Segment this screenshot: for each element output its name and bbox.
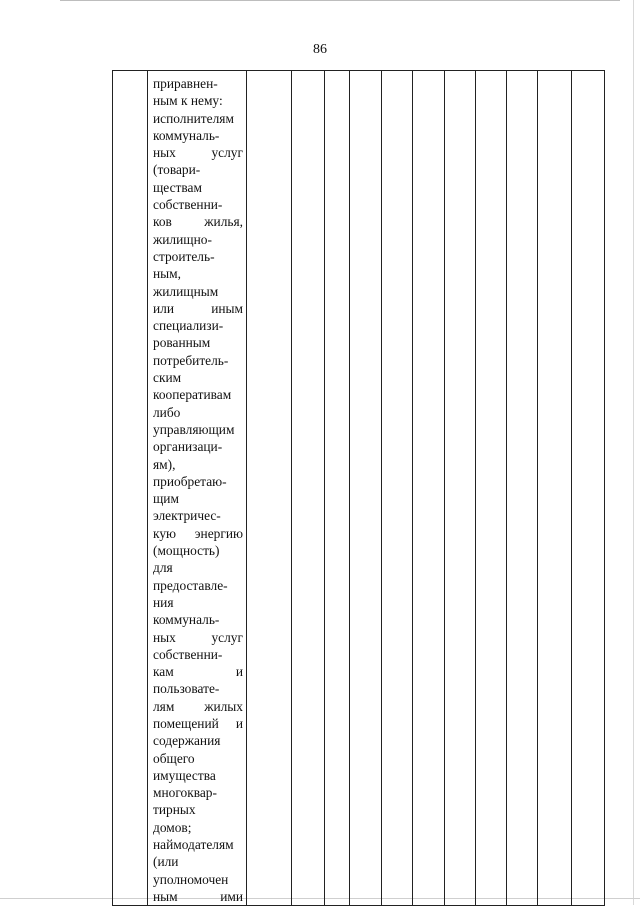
text-word: иным (211, 300, 243, 316)
text-word: жилых (204, 698, 243, 714)
text-line: пользовате- (153, 681, 220, 697)
table-cell-empty (538, 71, 572, 906)
text-line: либо (153, 404, 181, 420)
scan-edge-top (60, 0, 620, 1)
text-word: жилья, (204, 214, 243, 230)
document-table (112, 70, 605, 906)
text-word: услуг (211, 145, 243, 161)
text-line: имущества (153, 767, 216, 783)
text-line: (или (153, 854, 179, 870)
table-row (113, 71, 605, 906)
text-line (153, 144, 243, 161)
text-line: собственни- (153, 646, 223, 662)
text-line: ния (153, 594, 174, 610)
text-line: (товари- (153, 162, 201, 178)
text-word: или (153, 300, 175, 316)
text-word: ных (153, 145, 176, 161)
text-line: (мощность) (153, 543, 220, 559)
text-line: электричес- (153, 508, 221, 524)
text-line: ществам (153, 179, 202, 195)
text-line: кооперативам (153, 387, 232, 403)
text-word: ных (153, 629, 176, 645)
table-cell-empty (572, 71, 605, 906)
text-line: приравнен- (153, 76, 218, 91)
text-line (153, 213, 243, 230)
text-word: ным (153, 888, 178, 904)
cell-text-block (148, 71, 246, 905)
text-line: потребитель- (153, 352, 229, 368)
text-line: специализи- (153, 318, 224, 334)
text-line: организаци- (153, 439, 223, 455)
text-line: ным, (153, 266, 181, 282)
text-word: и (235, 715, 243, 731)
text-line (153, 888, 243, 905)
text-line: ским (153, 370, 182, 386)
text-word: ков (153, 214, 172, 230)
text-line: жилищно- (153, 231, 212, 247)
table-cell-empty (247, 71, 292, 906)
text-line (153, 300, 243, 317)
text-line: общего (153, 750, 195, 766)
text-line: строитель- (153, 248, 215, 264)
text-word: энергию (194, 525, 243, 541)
table-cell-empty (350, 71, 382, 906)
table-cell-empty (382, 71, 413, 906)
table-cell-empty (445, 71, 476, 906)
text-word: помещений (153, 715, 219, 731)
table-cell-number (113, 71, 148, 906)
text-line: щим (153, 491, 179, 507)
text-line: уполномочен (153, 871, 229, 887)
text-line: тирных (153, 802, 196, 818)
text-line: наймодателям (153, 837, 234, 853)
text-line (153, 663, 243, 680)
text-line: управляющим (153, 421, 235, 437)
text-line: коммуналь- (153, 612, 220, 628)
text-line: коммуналь- (153, 127, 220, 143)
text-word: кам (153, 664, 174, 680)
table-cell-empty (413, 71, 445, 906)
text-line: ным к нему: (153, 93, 223, 109)
text-line: исполнителям (153, 110, 234, 126)
text-line: домов; (153, 819, 192, 835)
text-line: ям), (153, 456, 176, 472)
text-line: многоквар- (153, 785, 217, 801)
page-number: 86 (313, 42, 327, 57)
text-line: собственни- (153, 197, 223, 213)
text-line: содержания (153, 733, 221, 749)
table-cell-empty (507, 71, 538, 906)
text-line: предоставле- (153, 577, 228, 593)
scan-edge-right (633, 0, 634, 905)
text-word: лям (153, 698, 175, 714)
table-cell-empty (476, 71, 507, 906)
text-line (153, 715, 243, 732)
text-line: жилищным (153, 283, 219, 299)
text-line: для (153, 560, 173, 576)
text-word: услуг (211, 629, 243, 645)
text-word: ими (220, 888, 243, 904)
text-line (153, 629, 243, 646)
table-cell-text (148, 71, 247, 906)
text-word: и (235, 664, 243, 680)
table-cell-empty (325, 71, 350, 906)
text-line (153, 698, 243, 715)
text-word: кую (153, 525, 177, 541)
table-cell-empty (292, 71, 325, 906)
text-line: приобретаю- (153, 473, 227, 489)
text-line (153, 525, 243, 542)
text-line: рованным (153, 335, 211, 351)
